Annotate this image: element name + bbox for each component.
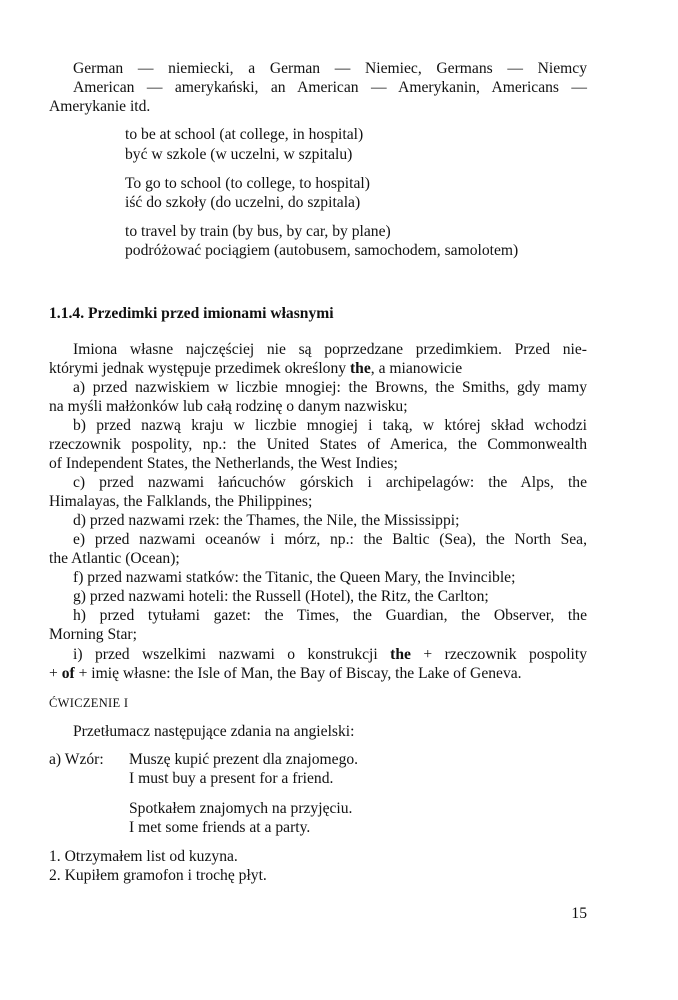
example-pl: podróżować pociągiem (autobusem, samochodem, samolotem) [125, 242, 519, 259]
page-number: 15 [571, 905, 587, 922]
bold-article: the [390, 646, 411, 663]
exercise-heading: ĆWICZENIE I [49, 696, 129, 710]
bold-preposition: of [61, 665, 75, 682]
item-c-line-2: Himalayas, the Falklands, the Philippines; [49, 493, 313, 510]
exercise-label: a) Wzór: [49, 751, 104, 768]
text: + rzeczownik pospolity [410, 646, 588, 663]
item-e-line-1: e) przed nazwami oceanów i mórz, np.: the Baltic (Sea), the North Sea, [73, 531, 587, 548]
item-c-line-1: c) przed nazwami łańcuchów górskich i archipelagów: the Alps, the [73, 474, 587, 491]
text: + [49, 665, 62, 682]
intro-line-2: American — amerykański, an American — Amerykanin, Americans — [73, 79, 587, 96]
item-b-line-2: rzeczownik pospolity, np.: the United States of America, the Commonwealth [49, 436, 587, 453]
section-intro-line-1: Imiona własne najczęściej nie są poprzedzane przedimkiem. Przed nie- [73, 341, 587, 358]
example-en: to travel by train (by bus, by car, by plane) [125, 223, 391, 240]
model-sentence-pl: Spotkałem znajomych na przyjęciu. [129, 800, 353, 817]
text: + imię własne: the Isle of Man, the Bay of Biscay, the Lake of Geneva. [74, 665, 522, 682]
item-e-line-2: the Atlantic (Ocean); [49, 550, 180, 567]
example-pl: być w szkole (w uczelni, w szpitalu) [125, 146, 353, 163]
section-intro-line-2 [49, 359, 462, 378]
exercise-sentence: 2. Kupiłem gramofon i trochę płyt. [49, 867, 267, 884]
example-pl: iść do szkoły (do uczelni, do szpitala) [125, 194, 361, 211]
item-a-line-1: a) przed nazwiskiem w liczbie mnogiej: the Browns, the Smiths, gdy mamy [73, 379, 587, 396]
item-g-line-1: g) przed nazwami hoteli: the Russell (Hotel), the Ritz, the Carlton; [73, 588, 489, 605]
text: którymi jednak występuje przedimek określony [49, 360, 350, 377]
item-i-line-2 [49, 664, 522, 683]
model-sentence-pl: Muszę kupić prezent dla znajomego. [129, 751, 359, 768]
item-f-line-1: f) przed nazwami statków: the Titanic, the Queen Mary, the Invincible; [73, 569, 516, 586]
bold-article: the [349, 360, 371, 377]
exercise-sentence: 1. Otrzymałem list od kuzyna. [49, 848, 238, 865]
text: , a mianowicie [370, 360, 463, 377]
example-en: To go to school (to college, to hospital) [125, 175, 370, 192]
item-h-line-1: h) przed tytułami gazet: the Times, the Guardian, the Observer, the [73, 607, 587, 624]
example-en: to be at school (at college, in hospital) [125, 126, 364, 143]
item-b-line-1: b) przed nazwą kraju w liczbie mnogiej i taką, w której skład wchodzi [73, 417, 587, 434]
section-heading: 1.1.4. Przedimki przed imionami własnymi [49, 305, 334, 322]
item-a-line-2: na myśli małżonków lub całą rodzinę o danym nazwisku; [49, 398, 408, 415]
item-b-line-3: of Independent States, the Netherlands, the West Indies; [49, 455, 398, 472]
item-i-line-1 [73, 645, 587, 664]
intro-line-3: Amerykanie itd. [49, 98, 151, 115]
item-d-line-1: d) przed nazwami rzek: the Thames, the Nile, the Mississippi; [73, 512, 460, 529]
model-sentence-en: I met some friends at a party. [129, 819, 311, 836]
item-h-line-2: Morning Star; [49, 626, 137, 643]
exercise-instruction: Przetłumacz następujące zdania na angielski: [73, 723, 355, 740]
text: i) przed wszelkimi nazwami o konstrukcji [73, 646, 391, 663]
model-sentence-en: I must buy a present for a friend. [129, 770, 334, 787]
intro-line-1: German — niemiecki, a German — Niemiec, Germans — Niemcy [73, 60, 587, 77]
